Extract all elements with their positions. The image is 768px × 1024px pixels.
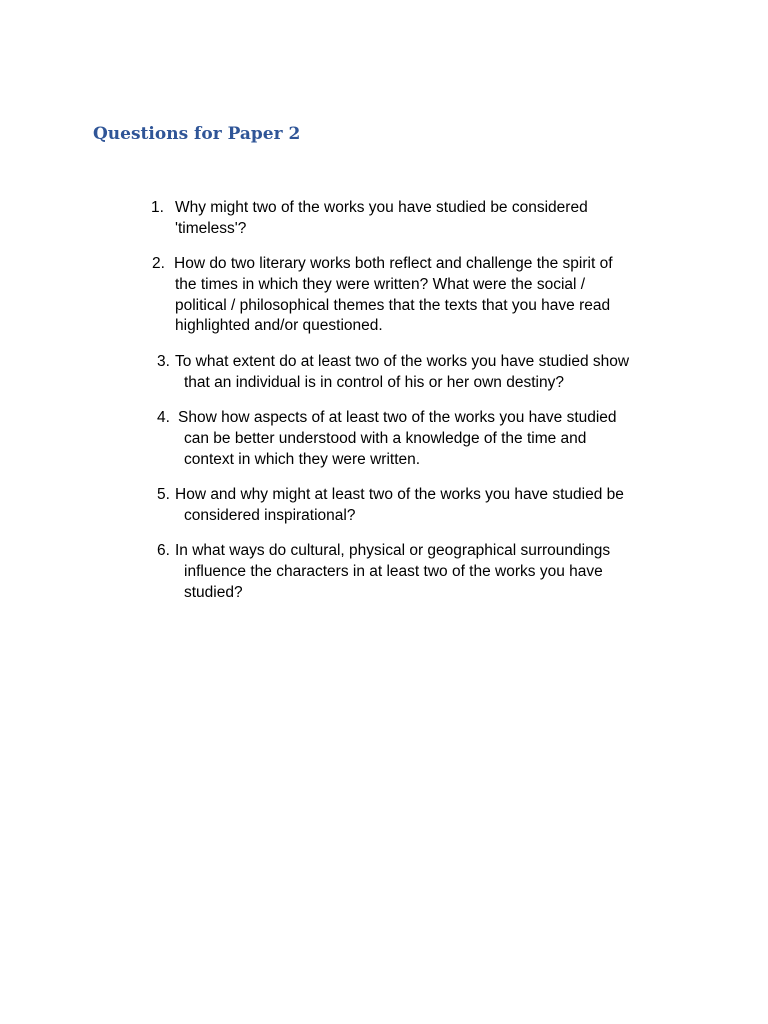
question-item-1 bbox=[151, 198, 588, 240]
document-heading: Questions for Paper 2 bbox=[93, 124, 301, 144]
question-text: that an individual is in control of his or her own destiny? bbox=[184, 373, 564, 391]
question-item-6 bbox=[157, 541, 610, 603]
question-number: 6. bbox=[157, 542, 170, 559]
question-text: influence the characters in at least two of the works you have bbox=[184, 562, 603, 580]
question-text: How do two literary works both reflect and challenge the spirit of bbox=[174, 255, 613, 272]
question-line bbox=[151, 198, 588, 219]
question-number: 5. bbox=[157, 486, 170, 503]
question-text: Show how aspects of at least two of the works you have studied bbox=[178, 409, 617, 426]
question-line bbox=[157, 583, 610, 604]
question-line bbox=[157, 485, 624, 506]
question-line bbox=[152, 296, 613, 317]
question-text: highlighted and/or questioned. bbox=[175, 317, 383, 335]
question-line bbox=[151, 219, 588, 240]
question-text: In what ways do cultural, physical or geographical surroundings bbox=[175, 542, 611, 559]
question-text: can be better understood with a knowledge of the time and bbox=[184, 429, 587, 447]
question-line bbox=[157, 506, 624, 527]
question-item-4 bbox=[157, 408, 617, 470]
question-number: 2. bbox=[152, 255, 165, 272]
question-number: 4. bbox=[157, 409, 170, 426]
question-text: context in which they were written. bbox=[184, 450, 421, 468]
question-text: the times in which they were written? What were the social / bbox=[175, 275, 586, 293]
question-item-2 bbox=[152, 254, 613, 337]
question-line bbox=[157, 450, 617, 471]
question-line bbox=[157, 429, 617, 450]
question-item-3 bbox=[157, 352, 629, 394]
question-text: To what extent do at least two of the works you have studied show bbox=[175, 353, 630, 370]
question-text: considered inspirational? bbox=[184, 506, 356, 524]
question-number: 3. bbox=[157, 353, 170, 370]
question-line bbox=[157, 373, 629, 394]
question-line bbox=[152, 275, 613, 296]
question-line bbox=[157, 408, 617, 429]
question-text: How and why might at least two of the works you have studied be bbox=[175, 486, 624, 503]
question-text: Why might two of the works you have studied be considered bbox=[175, 199, 588, 216]
question-line bbox=[157, 352, 629, 373]
question-line bbox=[157, 541, 610, 562]
question-line bbox=[152, 316, 613, 337]
question-item-5 bbox=[157, 485, 624, 527]
question-text: 'timeless'? bbox=[175, 219, 247, 237]
question-text: studied? bbox=[184, 583, 243, 601]
question-number: 1. bbox=[151, 199, 164, 216]
question-line bbox=[152, 254, 613, 275]
question-text: political / philosophical themes that the texts that you have read bbox=[175, 296, 611, 314]
question-line bbox=[157, 562, 610, 583]
